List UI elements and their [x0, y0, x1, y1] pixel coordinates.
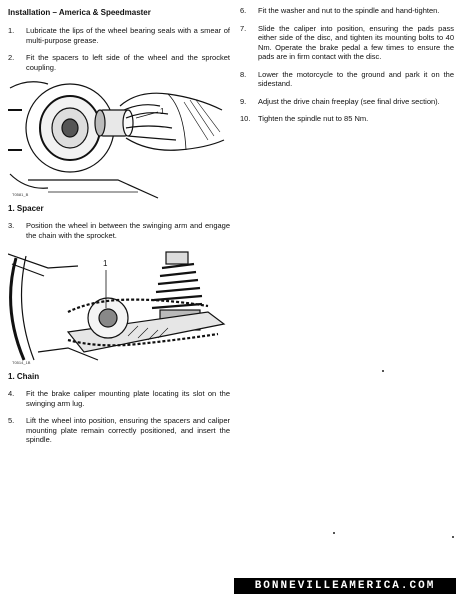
step-text: Lubricate the lips of the wheel bearing seals with a smear of multi-purpose grease. — [26, 26, 230, 45]
right-column — [240, 6, 454, 132]
left-column — [8, 8, 230, 453]
callout-number: 1 — [160, 107, 165, 116]
step-3 — [8, 221, 230, 240]
step-text: Position the wheel in between the swinging arm and engage the chain with the sprocket. — [26, 221, 230, 240]
step-9 — [240, 97, 454, 107]
step-number: 9. — [240, 96, 247, 106]
step-1 — [8, 26, 230, 45]
step-text: Fit the spacers to left side of the wheel and the sprocket coupling. — [26, 53, 230, 72]
step-number: 10. — [240, 114, 251, 123]
step-text: Adjust the drive chain freeplay (see final drive section). — [258, 96, 440, 106]
step-8 — [240, 70, 454, 89]
step-text: Tighten the spindle nut to 85 Nm. — [258, 114, 369, 123]
chain-illustration — [8, 248, 230, 368]
step-number: 3. — [8, 221, 15, 230]
step-number: 4. — [8, 389, 15, 398]
figure-code: T0514_1B — [12, 360, 31, 365]
step-text: Lower the motorcycle to the ground and park it on the sidestand. — [258, 69, 454, 88]
step-5 — [8, 416, 230, 445]
section-heading: Installation – America & Speedmaster — [8, 8, 151, 17]
scan-speck — [452, 536, 454, 538]
callout-number: 1 — [103, 259, 108, 268]
step-2 — [8, 53, 230, 72]
watermark-banner: BONNEVILLEAMERICA.COM — [234, 578, 456, 594]
step-number: 5. — [8, 416, 15, 425]
step-4 — [8, 389, 230, 408]
figure-code: T0581_B — [12, 192, 29, 197]
step-number: 7. — [240, 23, 247, 33]
step-text: Slide the caliper into position, ensuring the pads pass either side of the disc, and tighten its mounting bolts to 40 Nm. Operate the brake pedal a few times to ensure the pads are in firm contact with the disc. — [258, 23, 454, 61]
step-number: 1. — [8, 26, 15, 35]
scan-speck — [382, 370, 384, 372]
step-6 — [240, 6, 454, 16]
step-text: Fit the brake caliper mounting plate locating its slot on the swinging arm lug. — [26, 389, 230, 408]
figure-caption: 1. Chain — [8, 372, 40, 381]
scan-speck — [333, 532, 335, 534]
figure-caption: 1. Spacer — [8, 204, 44, 213]
step-text: Fit the washer and nut to the spindle and hand-tighten. — [258, 6, 440, 15]
step-10 — [240, 114, 454, 124]
step-number: 6. — [240, 6, 247, 15]
step-number: 8. — [240, 69, 247, 79]
step-text: Lift the wheel into position, ensuring the spacers and caliper mounting plate remain correctly positioned, and insert the spindle. — [26, 416, 230, 444]
spacer-illustration — [8, 80, 230, 200]
step-number: 2. — [8, 53, 15, 62]
step-7 — [240, 24, 454, 62]
